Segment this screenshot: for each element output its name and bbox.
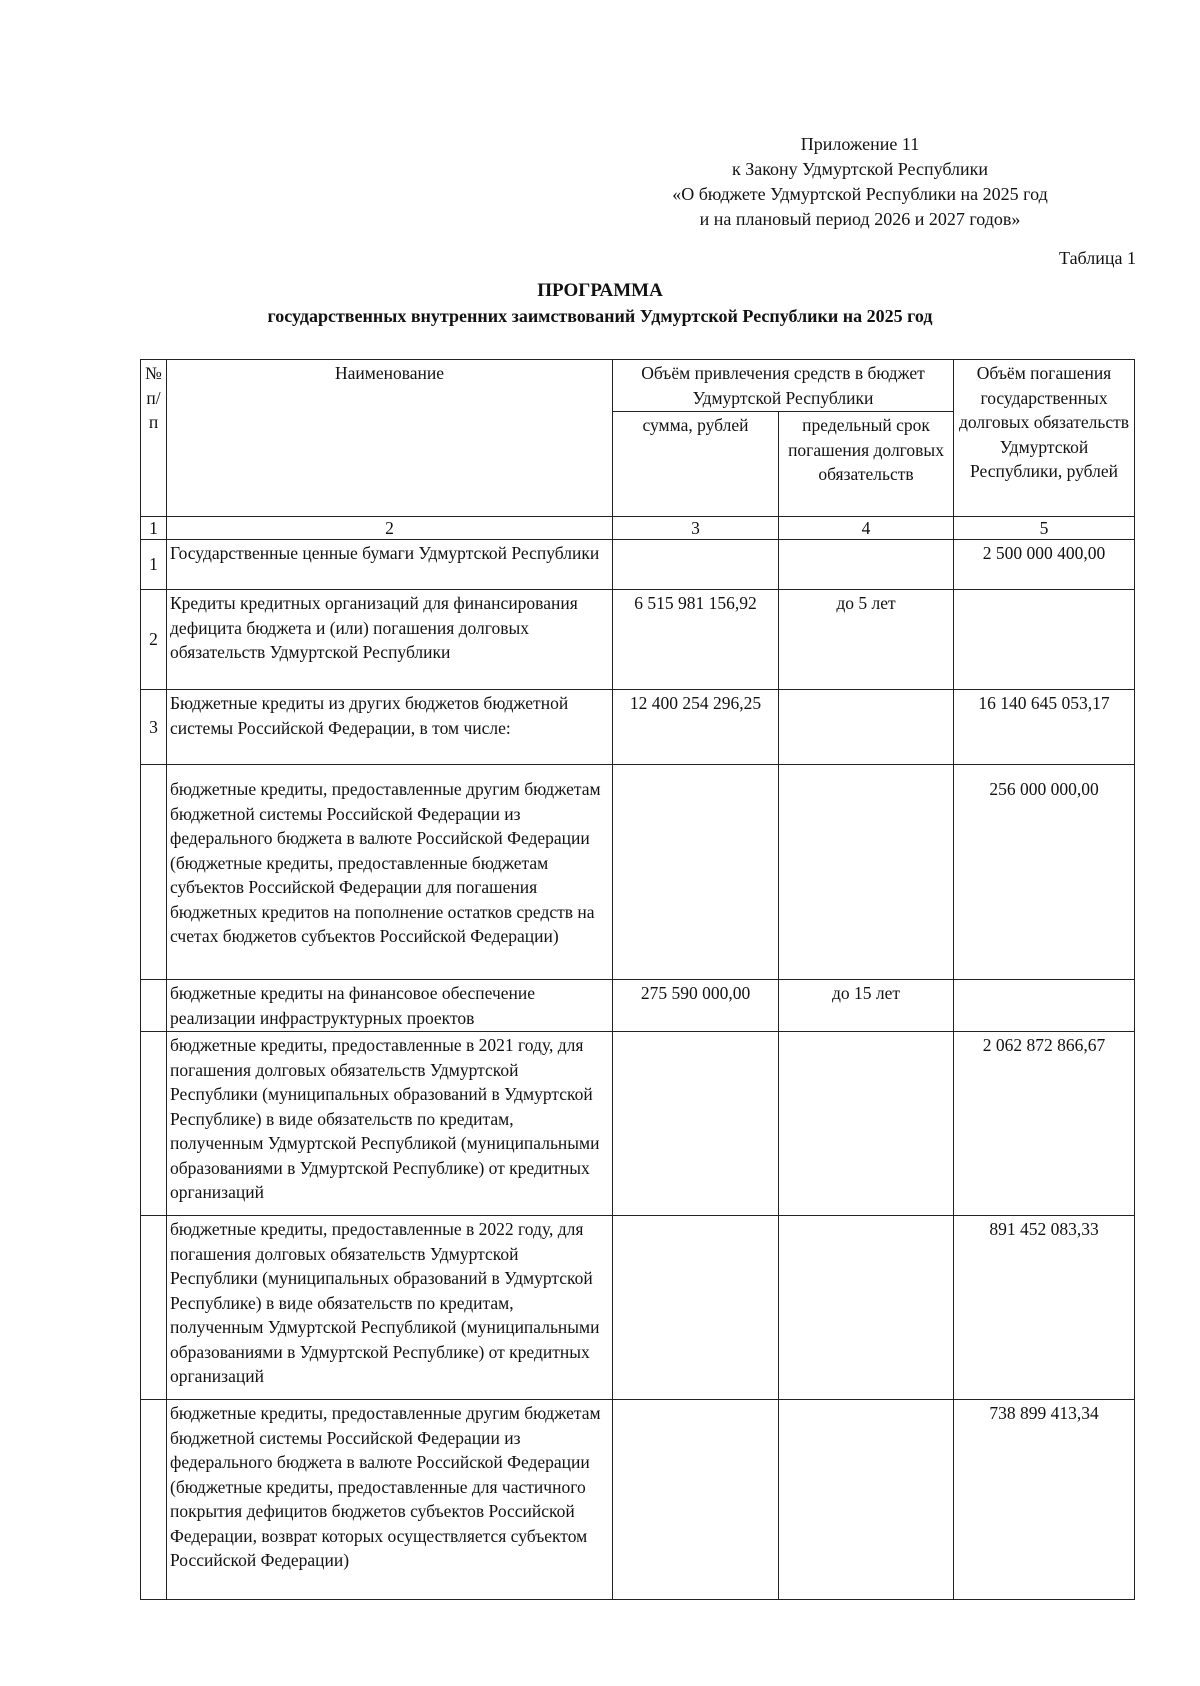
row-name: бюджетные кредиты, предоставленные другим бюджетам бюджетной системы Российской Федерации из федерального бюджета в валюте Российской Федерации (бюджетные кредиты, предоставленные бюджетам субъектов Российской Федерации для погашения бюджетных кредитов на пополнение остатков средств на счетах бюджетов субъектов Российской Федерации) (167, 765, 613, 980)
row-num (141, 1032, 167, 1216)
row-sum (613, 1216, 779, 1400)
row-name: бюджетные кредиты на финансовое обеспечение реализации инфраструктурных проектов (167, 980, 613, 1032)
appendix-line-1: Приложение 11 (800, 134, 920, 154)
header-name: Наименование (167, 360, 613, 517)
table-row (141, 590, 1135, 690)
row-term (779, 765, 954, 980)
row-sum (613, 1032, 779, 1216)
row-repayment: 891 452 083,33 (954, 1216, 1135, 1400)
document-title: ПРОГРАММА (537, 280, 663, 301)
row-repayment: 2 500 000 400,00 (954, 540, 1135, 590)
row-num (141, 1216, 167, 1400)
row-term (779, 1216, 954, 1400)
column-number: 5 (954, 517, 1135, 540)
row-sum (613, 765, 779, 980)
table-row (141, 980, 1135, 1032)
row-name: бюджетные кредиты, предоставленные другим бюджетам бюджетной системы Российской Федерации из федерального бюджета в валюте Российской Федерации (бюджетные кредиты, предоставленные для частичного покрытия дефицитов бюджетов субъектов Российской Федерации, возврат которых осуществляется субъектом Российской Федерации) (167, 1400, 613, 1600)
row-name: Бюджетные кредиты из других бюджетов бюджетной системы Российской Федерации, в том числе: (167, 690, 613, 765)
row-repayment: 256 000 000,00 (954, 765, 1135, 980)
table-row (141, 1032, 1135, 1216)
row-term: до 15 лет (779, 980, 954, 1032)
table-label: Таблица 1 (1059, 248, 1136, 268)
row-sum (613, 1400, 779, 1600)
header-num: № п/п (141, 360, 167, 517)
table-row (141, 1216, 1135, 1400)
column-number: 2 (167, 517, 613, 540)
row-term (779, 1400, 954, 1600)
column-number: 1 (141, 517, 167, 540)
row-sum (613, 540, 779, 590)
column-number: 3 (613, 517, 779, 540)
row-repayment (954, 590, 1135, 690)
row-num (141, 980, 167, 1032)
row-repayment (954, 980, 1135, 1032)
document-subtitle: государственных внутренних заимствований Удмуртской Республики на 2025 год (267, 306, 933, 326)
row-num: 3 (141, 690, 167, 765)
row-num: 1 (141, 540, 167, 590)
row-sum: 12 400 254 296,25 (613, 690, 779, 765)
header-term: предельный срок погашения долговых обязательств (779, 412, 954, 517)
row-sum: 6 515 981 156,92 (613, 590, 779, 690)
row-repayment: 738 899 413,34 (954, 1400, 1135, 1600)
row-repayment: 2 062 872 866,67 (954, 1032, 1135, 1216)
table-row (141, 690, 1135, 765)
header-sum: сумма, рублей (613, 412, 779, 517)
row-num: 2 (141, 590, 167, 690)
appendix-line-2: к Закону Удмуртской Республики (731, 159, 989, 179)
row-term (779, 1032, 954, 1216)
row-name: Государственные ценные бумаги Удмуртской Республики (167, 540, 613, 590)
row-name: бюджетные кредиты, предоставленные в 2022 году, для погашения долговых обязательств Удмуртской Республики (муниципальных образований в Удмуртской Республике) в виде обязательств по кредитам, полученным Удмуртской Республикой (муниципальными образованиями в Удмуртской Республике) от кредитных организаций (167, 1216, 613, 1400)
table-row (141, 1400, 1135, 1600)
row-num (141, 765, 167, 980)
row-term (779, 690, 954, 765)
table-row (141, 765, 1135, 980)
row-name: бюджетные кредиты, предоставленные в 2021 году, для погашения долговых обязательств Удмуртской Республики (муниципальных образований в Удмуртской Республике) в виде обязательств по кредитам, полученным Удмуртской Республикой (муниципальными образованиями в Удмуртской Республике) от кредитных организаций (167, 1032, 613, 1216)
appendix-line-3: «О бюджете Удмуртской Республики на 2025 год (672, 184, 1048, 204)
column-number-row (141, 517, 1135, 540)
header-attraction-group: Объём привлечения средств в бюджет Удмуртской Республики (613, 360, 954, 412)
row-term: до 5 лет (779, 590, 954, 690)
borrowing-program-table (140, 359, 1135, 1600)
appendix-line-4: и на плановый период 2026 и 2027 годов» (699, 209, 1021, 229)
row-repayment: 16 140 645 053,17 (954, 690, 1135, 765)
row-sum: 275 590 000,00 (613, 980, 779, 1032)
row-num (141, 1400, 167, 1600)
column-number: 4 (779, 517, 954, 540)
header-row-1 (141, 360, 1135, 412)
appendix-header (600, 132, 1120, 232)
row-term (779, 540, 954, 590)
table-row (141, 540, 1135, 590)
row-name: Кредиты кредитных организаций для финансирования дефицита бюджета и (или) погашения долговых обязательств Удмуртской Республики (167, 590, 613, 690)
header-repayment: Объём погашения государственных долговых обязательств Удмуртской Республики, рублей (954, 360, 1135, 517)
